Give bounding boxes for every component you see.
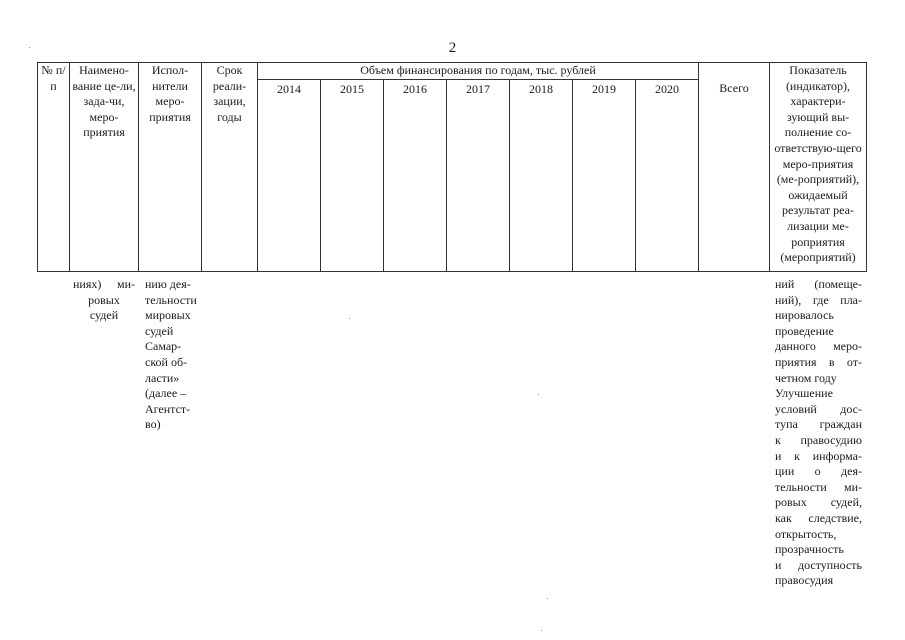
- text-line: Улучшение: [775, 386, 833, 401]
- text-line: Самар-: [145, 339, 182, 354]
- text-line: четном году: [775, 370, 837, 385]
- header-indicator: Показатель (индикатор), характери-зующий вы-полнение со-ответствую-щего меро-приятия (ме-роприятий), ожидаемый результат реа-лизации ме-роприятия (мероприятий): [770, 63, 867, 272]
- header-name: Наимено-вание це-ли, зада-чи, меро-приятия: [70, 63, 139, 272]
- scan-speck: [29, 47, 30, 48]
- text-line: тельности: [145, 292, 197, 307]
- text-line: к правосудию: [775, 432, 862, 447]
- text-line: условий дос-: [775, 401, 862, 416]
- scan-speck: [541, 630, 542, 631]
- text-line: ровых: [88, 292, 120, 307]
- scan-speck: [547, 598, 548, 599]
- header-financing-title: Объем финансирования по годам, тыс. рублей: [258, 63, 699, 80]
- text-line: ции о дея-: [775, 464, 862, 479]
- text-line: судей: [89, 308, 119, 323]
- text-line: открытость,: [775, 526, 837, 541]
- text-line: ний (помеще-: [775, 277, 862, 291]
- text-line: (далее –: [145, 386, 187, 401]
- scan-speck: [538, 394, 539, 395]
- text-line: ской об-: [145, 354, 188, 369]
- page-number: 2: [448, 40, 457, 56]
- scan-speck: [349, 318, 350, 319]
- text-line: тупа граждан: [775, 417, 862, 432]
- text-line: тельности ми-: [775, 479, 862, 494]
- text-line: как следствие,: [775, 510, 862, 525]
- header-total: Всего: [699, 63, 770, 272]
- text-line: прозрачность: [775, 542, 844, 557]
- indicator-continuation: [775, 277, 862, 589]
- text-line: и к информа-: [775, 448, 862, 463]
- year-header: 2017: [447, 79, 510, 271]
- text-line: ровых судей,: [775, 495, 862, 510]
- text-line: судей: [145, 323, 174, 338]
- year-header: 2016: [384, 79, 447, 271]
- text-line: данного меро-: [775, 339, 862, 354]
- text-line: ласти»: [145, 370, 180, 385]
- text-line: мировых: [145, 308, 191, 323]
- header-executors: Испол-нители меро-приятия: [139, 63, 202, 272]
- text-line: проведение: [775, 323, 834, 338]
- year-header: 2020: [636, 79, 699, 271]
- text-line: ний), где пла-: [775, 292, 862, 307]
- text-line: во): [145, 417, 161, 432]
- header-term: Срок реали-зации, годы: [202, 63, 258, 272]
- year-header: 2019: [573, 79, 636, 271]
- text-line: и доступность: [775, 557, 862, 572]
- year-header: 2018: [510, 79, 573, 271]
- financing-table: [37, 62, 867, 272]
- text-line: Агентст-: [145, 401, 191, 416]
- text-line: приятия в от-: [775, 354, 862, 369]
- executors-continuation: [145, 277, 205, 433]
- text-line: ниях) ми-: [73, 277, 135, 291]
- text-line: нировалось: [775, 308, 834, 323]
- name-continuation: [73, 277, 135, 324]
- text-line: нию дея-: [145, 277, 191, 291]
- text-line: правосудия: [775, 573, 834, 588]
- year-header: 2015: [321, 79, 384, 271]
- header-num: № п/п: [38, 63, 70, 272]
- year-header: 2014: [258, 79, 321, 271]
